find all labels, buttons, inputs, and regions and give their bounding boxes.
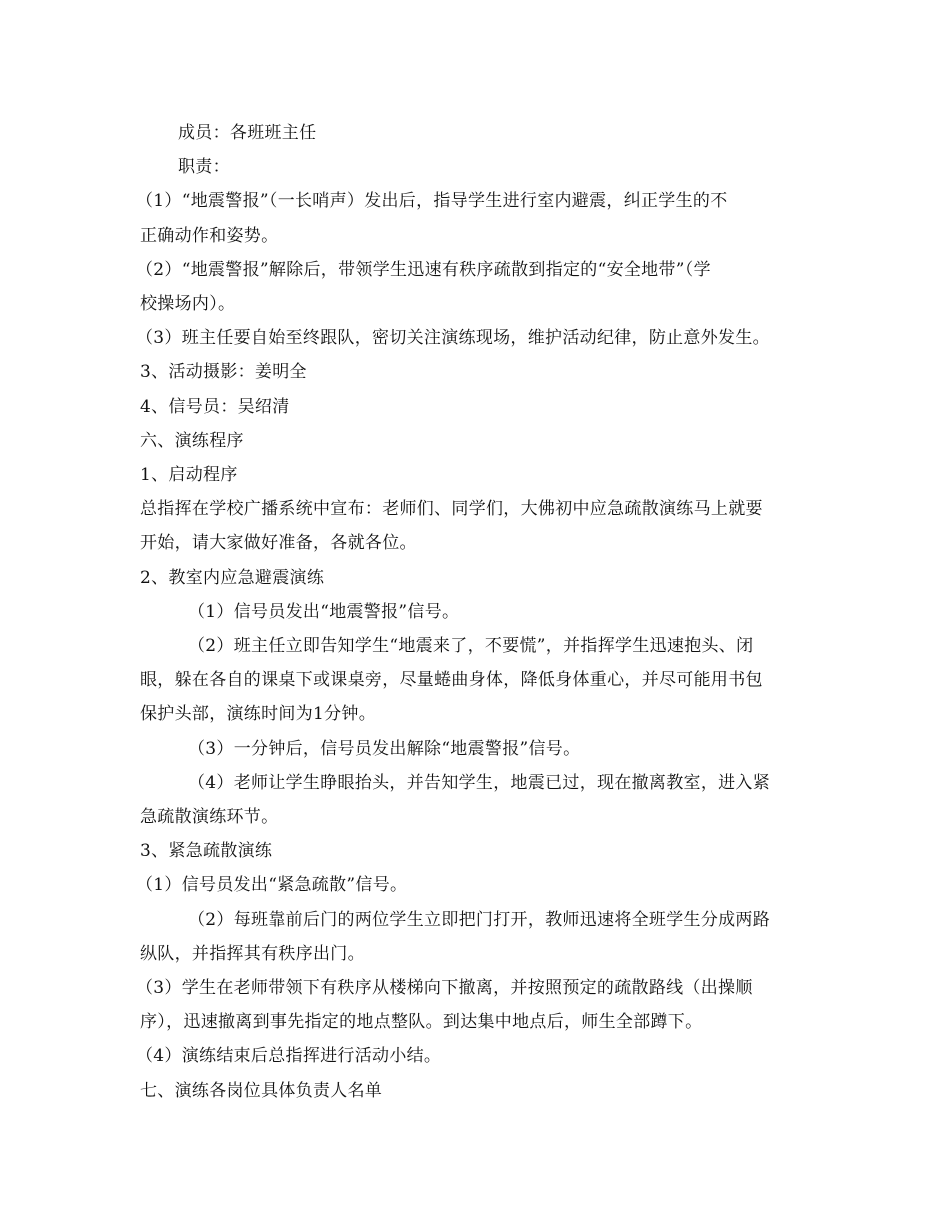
document-body xyxy=(136,116,812,1108)
section-heading: 3、紧急疏散演练 xyxy=(140,841,273,862)
text-line: （4）老师让学生睁眼抬头，并告知学生，地震已过，现在撤离教室，进入紧 xyxy=(188,772,771,793)
text-line: （1）信号员发出“地震警报”信号。 xyxy=(188,601,460,622)
text-line: （1）“地震警报”（一长哨声）发出后，指导学生进行室内避震，纠正学生的不 xyxy=(136,191,728,212)
text-line: （3）一分钟后，信号员发出解除“地震警报”信号。 xyxy=(188,738,581,759)
text-line: 急疏散演练环节。 xyxy=(140,807,279,828)
text-line: 成员：各班班主任 xyxy=(178,123,317,143)
text-line: （2）“地震警报”解除后，带领学生迅速有秩序疏散到指定的“安全地带”（学 xyxy=(136,259,711,280)
text-line: （3）学生在老师带领下有秩序从楼梯向下撤离，并按照预定的疏散路线（出操顺 xyxy=(136,978,753,999)
text-line: 总指挥在学校广播系统中宣布：老师们、同学们，大佛初中应急疏散演练马上就要 xyxy=(140,499,763,520)
text-line: （2）每班靠前后门的两位学生立即把门打开，教师迅速将全班学生分成两路 xyxy=(188,909,771,930)
text-line: 正确动作和姿势。 xyxy=(140,225,279,246)
text-line: 序），迅速撤离到事先指定的地点整队。到达集中地点后，师生全部蹲下。 xyxy=(140,1012,703,1033)
section-heading: 六、演练程序 xyxy=(140,430,244,451)
text-line: 纵队，并指挥其有秩序出门。 xyxy=(140,943,365,964)
text-line: 眼，躲在各自的课桌下或课桌旁，尽量蜷曲身体，降低身体重心，并尽可能用书包 xyxy=(140,670,763,691)
text-line: （2）班主任立即告知学生“地震来了，不要慌”，并指挥学生迅速抱头、闭 xyxy=(188,636,754,657)
section-heading: 1、启动程序 xyxy=(140,465,238,486)
text-line: （3）班主任要自始至终跟队，密切关注演练现场，维护活动纪律，防止意外发生。 xyxy=(136,328,770,349)
text-line: （4）演练结束后总指挥进行活动小结。 xyxy=(136,1046,442,1067)
text-line: 开始，请大家做好准备，各就各位。 xyxy=(140,533,417,554)
text-line: （1）信号员发出“紧急疏散”信号。 xyxy=(136,875,408,896)
section-heading: 3、活动摄影：姜明全 xyxy=(140,362,307,383)
text-line: 校操场内）。 xyxy=(140,294,236,315)
section-heading: 七、演练各岗位具体负责人名单 xyxy=(140,1080,383,1101)
text-line: 职责： xyxy=(178,157,230,178)
section-heading: 4、信号员：吴绍清 xyxy=(140,396,290,417)
text-line: 保护头部，演练时间为1分钟。 xyxy=(140,704,377,725)
section-heading: 2、教室内应急避震演练 xyxy=(140,567,325,588)
